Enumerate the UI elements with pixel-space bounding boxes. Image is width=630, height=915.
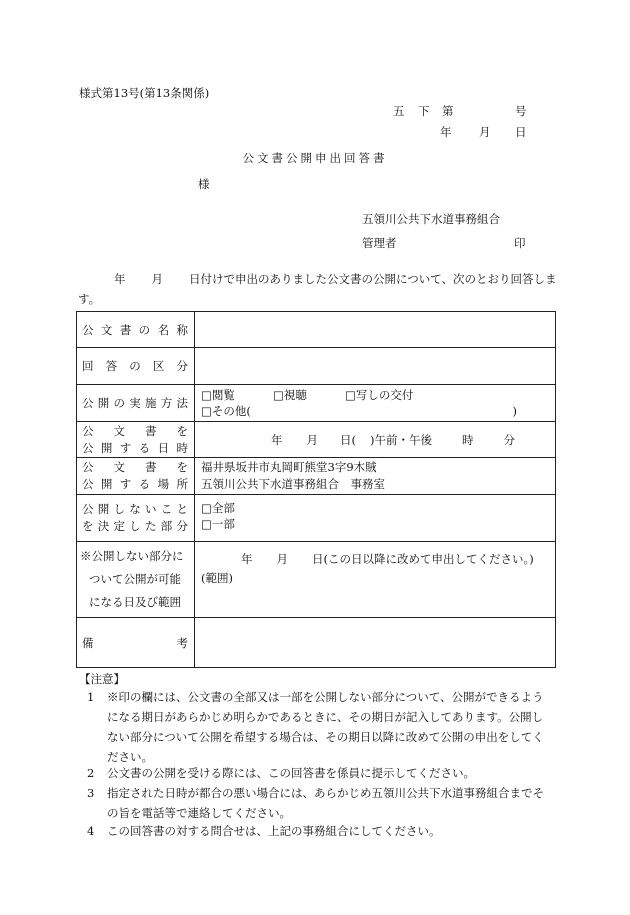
reply-table [76, 311, 556, 668]
row-undisclosed-part [77, 495, 556, 542]
value-future-disclosure[interactable]: 年 月 日(この日以降に改めて申出してください。) (範囲) [195, 542, 556, 618]
issuer-title: 管理者 [362, 236, 397, 250]
method-listen-checkbox[interactable]: □視聴 [273, 388, 307, 402]
label-disclosure-datetime: 公 文 書 を 公 開 す る 日 時 [77, 422, 195, 458]
reply-date-year: 年 [440, 125, 452, 139]
doc-number-prefix-3: 第 [442, 104, 454, 118]
row-disclosure-method [77, 385, 556, 422]
label-future-disclosure: ※公開しない部分に ついて公開が可能 になる日及び範囲 [77, 542, 195, 618]
intro-text: 日付けで申出のありました公文書の公開について、次のとおり回答します。 [78, 272, 557, 306]
undisclosed-all-checkbox[interactable]: □全部 [201, 501, 235, 515]
method-view-checkbox[interactable]: □閲覧 [201, 388, 235, 402]
value-undisclosed-part [195, 495, 556, 542]
addressee-suffix: 様 [198, 177, 210, 191]
doc-number-prefix-1: 五 [393, 104, 405, 118]
intro-month: 月 [151, 272, 163, 286]
undisclosed-partial-checkbox[interactable]: □一部 [201, 517, 235, 531]
document-title: 公文書公開申出回答書 [242, 151, 388, 165]
future-range: (範囲) [201, 571, 233, 585]
doc-number-prefix-2: 下 [418, 104, 430, 118]
value-remarks[interactable] [195, 618, 556, 668]
label-disclosure-method: 公 開 の 実 施 方 法 [77, 385, 195, 422]
intro-year: 年 [114, 272, 126, 286]
note-item-4: 4 この回答書の対する問合せは、上記の事務組合にしてください。 [87, 824, 441, 838]
method-other-close: ) [512, 404, 517, 418]
method-other-checkbox[interactable]: □その他( [201, 404, 251, 418]
reply-date-day: 日 [515, 125, 527, 139]
value-reply-category[interactable] [195, 348, 556, 385]
label-disclosure-place: 公 文 書 を 公 開 す る 場 所 [77, 458, 195, 495]
intro-paragraph [78, 269, 558, 309]
note-item-2: 2 公文書の公開を受ける際には、この回答書を係員に提示してください。 [87, 766, 475, 780]
method-copy-checkbox[interactable]: □写しの交付 [345, 388, 414, 402]
row-document-name [77, 312, 556, 348]
row-reply-category [77, 348, 556, 385]
row-remarks [77, 618, 556, 668]
row-future-disclosure [77, 542, 556, 618]
value-disclosure-method [195, 385, 556, 422]
label-reply-category: 回 答 の 区 分 [77, 348, 195, 385]
place-office: 五領川公共下水道事務組合 事務室 [201, 477, 385, 491]
value-disclosure-datetime[interactable]: 年 月 日( )午前・午後 時 分 [195, 422, 556, 458]
place-address: 福井県坂井市丸岡町熊堂3字9木賊 [201, 460, 377, 474]
reply-date-month: 月 [479, 125, 491, 139]
notes-heading: 【注意】 [79, 672, 125, 686]
issuer-organization: 五領川公共下水道事務組合 [362, 212, 500, 226]
value-disclosure-place [195, 458, 556, 495]
form-number: 様式第13号(第13条関係) [79, 86, 210, 100]
row-disclosure-datetime [77, 422, 556, 458]
value-document-name[interactable] [195, 312, 556, 348]
label-remarks: 備 考 [77, 618, 195, 668]
label-undisclosed-part: 公 開 し な い こ と を 決 定 し た 部 分 [77, 495, 195, 542]
note-item-3: 3 指定された日時が都合の悪い場合には、あらかじめ五領川公共下水道事務組合までその旨を電話等で連絡してください。 [87, 786, 544, 820]
note-item-1: 1 ※印の欄には、公文書の全部又は一部を公開しない部分について、公開ができるようになる期日があらかじめ明らかであるときに、その期日が記入してあります。公開しない部分について公開を希望する場合は、その期日以降に改めて公開の申出をしてください。 [87, 690, 544, 764]
seal-mark: 印 [514, 236, 526, 250]
doc-number-suffix: 号 [515, 104, 527, 118]
row-disclosure-place [77, 458, 556, 495]
label-document-name: 公 文 書 の 名 称 [77, 312, 195, 348]
